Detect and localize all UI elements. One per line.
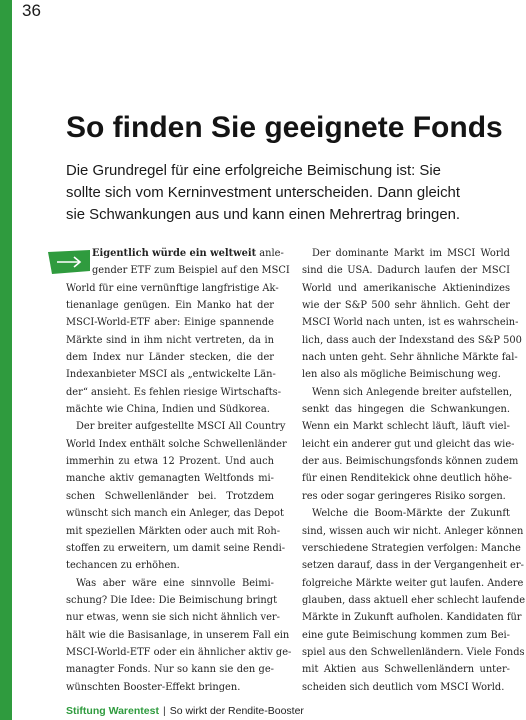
headline: So finden Sie geeignete Fonds [66, 111, 503, 144]
body-line: glauben, dass aktuell eher schlecht laufende [302, 594, 526, 606]
body-line: sind die USA. Dadurch laufen der MSCI [302, 265, 510, 277]
body-line: folgreiche Märkte weiter gut laufen. Andere [302, 577, 524, 589]
body-line: MSCI-World-ETF aber: Einige spannende [66, 317, 274, 329]
body-line: nur etwas, wenn sie sich nicht ähnlich ver- [66, 612, 280, 624]
body-line: World Index enthält solche Schwellenländer [66, 438, 287, 450]
body-line: scheiden sich deutlich vom MSCI World. [302, 681, 505, 693]
body-line: für einen Renditekick ohne deutlich höhe- [302, 473, 512, 485]
body-line: eine gute Beimischung kommen zum Bei- [302, 629, 510, 641]
intro-paragraph [66, 160, 516, 226]
body-line: mächte wie China, Indien und Südkorea. [66, 404, 270, 416]
page-number: 36 [22, 1, 41, 20]
footer-separator: | [162, 705, 166, 717]
body-line: tienanlage genügen. Ein Manko hat der [66, 300, 274, 312]
footer-brand: Stiftung Warentest [66, 705, 159, 717]
green-margin-bar [0, 0, 12, 720]
body-line: der“ ansieht. Es fehlen riesige Wirtschafts- [66, 386, 282, 398]
body-line: Der breiter aufgestellte MSCI All Country [76, 421, 286, 433]
body-line: leicht ein anderer gut und gleicht das wie- [302, 438, 515, 450]
body-line: setzen darauf, dass in der Vergangenheit er- [302, 560, 524, 572]
body-line: Der dominante Markt im MSCI World [312, 248, 510, 259]
page-footer [66, 705, 304, 717]
body-line: World und amerikanische Aktienindizes [302, 282, 510, 294]
intro-line: sollte sich vom Kerninvestment unterscheiden. Dann gleicht [66, 185, 460, 201]
intro-line: sie Schwankungen aus und kann einen Mehrertrag bringen. [66, 207, 461, 223]
body-line: Indexanbieter MSCI als „entwickelte Län- [66, 369, 276, 381]
body-line: mit speziellen Märkten oder auch mit Roh- [66, 525, 281, 537]
body-line: der aus. Beimischungsfonds können zudem [302, 456, 519, 468]
lead-rest: anle- [256, 248, 284, 259]
lead-line [66, 245, 284, 262]
body-line: manche aktiv gemanagten Weltfonds mi- [66, 473, 274, 485]
body-line: Wenn ein Markt schlecht läuft, läuft viel- [302, 421, 510, 433]
body-line: len also als mögliche Beimischung weg. [302, 369, 501, 381]
body-line: Was aber wäre eine sinnvolle Beimi- [76, 577, 274, 589]
body-line: wünschten Booster-Effekt bringen. [66, 681, 241, 693]
body-line: techancen zu erhöhen. [66, 560, 180, 572]
body-line: managter Fonds. Nur so kann sie den ge- [66, 664, 274, 676]
body-line: res oder sogar geringeres Risiko sorgen. [302, 490, 506, 502]
intro-line: Die Grundregel für eine erfolgreiche Beimischung ist: Sie [66, 163, 441, 179]
body-line: stoffen zu erweitern, um damit seine Rendi- [66, 542, 286, 554]
body-line: lich, dass auch der Indexstand des S&P 500 [302, 334, 522, 346]
body-line: sind, wissen auch wir nicht. Anleger können [302, 525, 524, 537]
body-line: Märkte sind in ihm nicht vertreten, da in [66, 334, 274, 346]
body-line: spiel aus den Schwellenländern. Viele Fonds [302, 646, 525, 658]
body-line: dem Index nur Länder stecken, die der [66, 352, 274, 364]
lead-bold-phrase: Eigentlich würde ein weltweit [92, 248, 257, 259]
body-column-left [66, 245, 292, 696]
footer-title: So wirkt der Rendite-Booster [169, 705, 304, 717]
body-line: gender ETF zum Beispiel auf den MSCI [92, 265, 290, 277]
body-line: wie der S&P 500 sehr ähnlich. Geht der [302, 300, 510, 312]
body-line: Wenn sich Anlegende breiter aufstellen, [312, 386, 513, 398]
body-line: World für eine vernünftige langfristige Ak- [66, 282, 279, 294]
body-line: mit Aktien aus Schwellenländern unter- [302, 664, 510, 676]
body-line: Märkte in Zukunft aufholen. Kandidaten für [302, 612, 522, 624]
body-line: senkt das hingegen die Schwankungen. [302, 404, 510, 416]
body-line: MSCI World nach unten, ist es wahrschein- [302, 317, 519, 329]
body-line: nach unten geht. Sehr ähnliche Märkte fal- [302, 352, 518, 364]
body-line: verschiedene Strategien verfolgen: Manche [302, 542, 521, 554]
body-line: schung? Die Idee: Die Beimischung bringt [66, 594, 278, 606]
body-line: MSCI-World-ETF oder ein ähnlicher aktiv ge- [66, 646, 292, 658]
body-line: hält wie die Basisanlage, in unserem Fall ein [66, 629, 290, 641]
body-line: Welche die Boom-Märkte der Zukunft [312, 508, 510, 520]
body-column-right [302, 245, 526, 696]
body-line: schen Schwellenländer bei. Trotzdem [66, 490, 274, 502]
body-line: immerhin zu etwa 12 Prozent. Und auch [66, 456, 274, 468]
body-line: wünscht sich manch ein Anleger, das Depot [66, 508, 284, 520]
